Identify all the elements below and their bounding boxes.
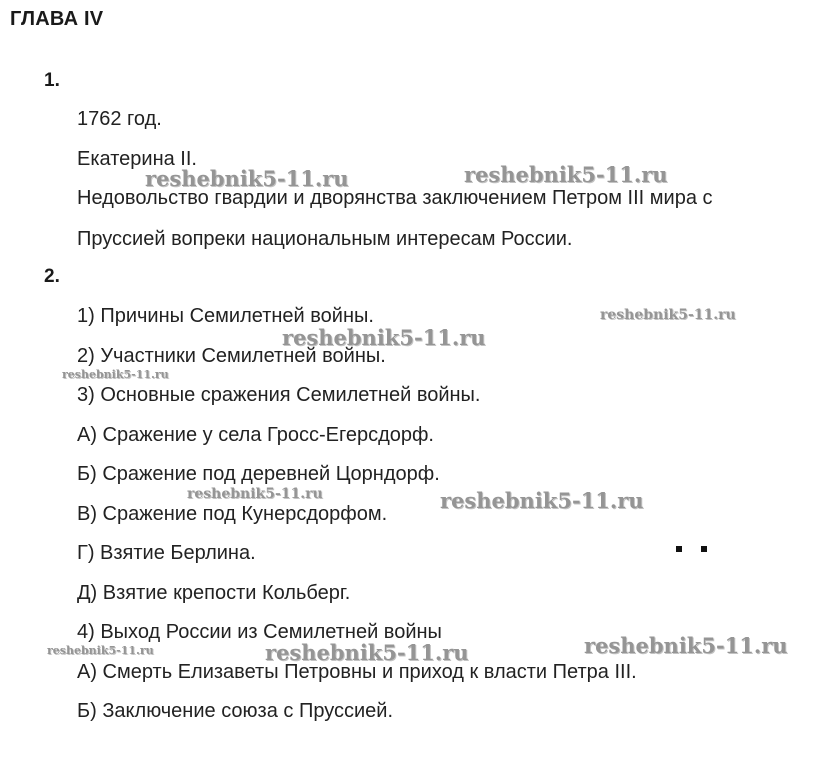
section-2-line-battles: 3) Основные сражения Семилетней войны. xyxy=(77,384,481,406)
watermark: reshebnik5-11.ru xyxy=(47,644,154,657)
section-2-line-prussia-alliance: Б) Заключение союза с Пруссией. xyxy=(77,700,394,722)
watermark: reshebnik5-11.ru xyxy=(187,486,323,502)
section-2-line-zorndorf: Б) Сражение под деревней Цорндорф. xyxy=(77,463,440,485)
section-1-line-year: 1762 год. xyxy=(77,108,162,130)
dot-icon xyxy=(676,546,682,552)
section-1-line-reason: Недовольство гвардии и дворянства заключением Петром III мира с xyxy=(77,187,713,209)
decorative-dots xyxy=(676,546,707,552)
watermark: reshebnik5-11.ru xyxy=(584,633,788,658)
section-1-number: 1. xyxy=(44,70,60,91)
section-2-line-kolberg: Д) Взятие крепости Кольберг. xyxy=(77,582,351,604)
section-2-line-berlin: Г) Взятие Берлина. xyxy=(77,542,256,564)
section-2-line-participants: 2) Участники Семилетней войны. xyxy=(77,345,386,367)
section-2-line-exit: 4) Выход России из Семилетней войны xyxy=(77,621,442,643)
watermark: reshebnik5-11.ru xyxy=(62,368,169,381)
section-1-line-reason-cont: Пруссией вопреки национальным интересам России. xyxy=(77,228,573,250)
watermark: reshebnik5-11.ru xyxy=(145,166,349,191)
watermark: reshebnik5-11.ru xyxy=(600,307,736,323)
chapter-title: ГЛАВА IV xyxy=(10,8,104,30)
section-2-number: 2. xyxy=(44,266,60,287)
section-2-line-kunersdorf: В) Сражение под Кунерсдорфом. xyxy=(77,503,388,525)
watermark: reshebnik5-11.ru xyxy=(464,162,668,187)
section-1-line-ruler: Екатерина II. xyxy=(77,148,197,170)
watermark: reshebnik5-11.ru xyxy=(265,640,469,665)
section-2-line-gross-jagersdorf: А) Сражение у села Гросс-Егерсдорф. xyxy=(77,424,434,446)
section-2-line-elizabeth-death: А) Смерть Елизаветы Петровны и приход к власти Петра III. xyxy=(77,661,637,683)
watermark: reshebnik5-11.ru xyxy=(282,325,486,350)
dot-icon xyxy=(701,546,707,552)
section-2-line-causes: 1) Причины Семилетней войны. xyxy=(77,305,374,327)
watermark: reshebnik5-11.ru xyxy=(440,488,644,513)
